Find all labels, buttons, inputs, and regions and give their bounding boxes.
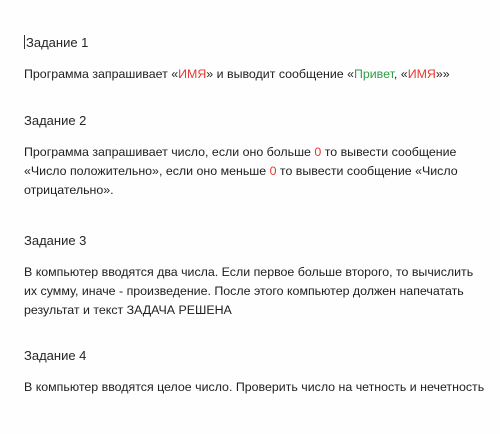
task-1-title-text: Задание 1 [26, 35, 89, 50]
text-run: »» [435, 67, 450, 81]
text-run: , « [393, 67, 408, 81]
zero-highlight: 0 [269, 164, 277, 178]
task-2 [24, 113, 486, 200]
name-highlight: ИМЯ [407, 67, 436, 81]
task-2-title: Задание 2 [24, 113, 87, 128]
text-run: В компьютер вводятся два числа. Если первое больше второго, то вычислить их сумму, иначе - произведение. После этого компьютер должен напечатать результат и текст ЗАДАЧА РЕШЕНА [24, 265, 474, 317]
task-1-text [24, 65, 486, 84]
text-run: то вывести сообщение «Число положительно», если оно меньше [24, 145, 457, 178]
task-4 [24, 348, 486, 397]
text-run: Программа запрашивает « [24, 67, 179, 81]
name-highlight: ИМЯ [178, 67, 207, 81]
task-3-text [24, 263, 486, 320]
zero-highlight: 0 [314, 145, 322, 159]
text-run: то вывести сообщение «Число отрицательно». [24, 164, 458, 197]
task-1-title [24, 35, 486, 51]
task-4-title: Задание 4 [24, 348, 87, 363]
text-run: » и выводит сообщение « [206, 67, 354, 81]
task-4-text [24, 378, 486, 397]
task-3-title: Задание 3 [24, 233, 87, 248]
text-run: Программа запрашивает число, если оно больше [24, 145, 315, 159]
greeting-highlight: Привет [353, 67, 394, 81]
task-1 [24, 35, 486, 84]
text-run: В компьютер вводятся целое число. Проверить число на четность и нечетность [24, 380, 485, 394]
text-cursor [24, 35, 25, 49]
task-2-text [24, 143, 486, 200]
task-3 [24, 233, 486, 320]
